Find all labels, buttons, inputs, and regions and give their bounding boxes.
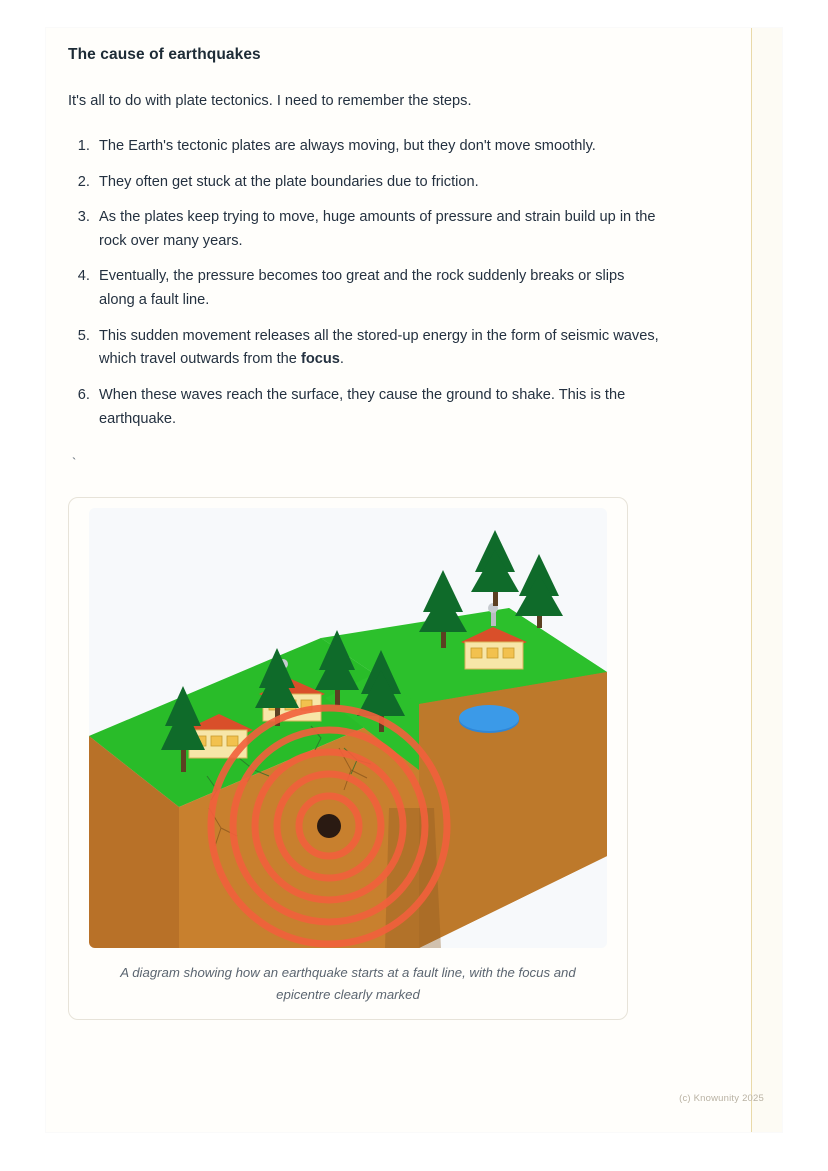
page-title: The cause of earthquakes <box>68 46 261 63</box>
list-item: 6. When these waves reach the surface, they cause the ground to shake. This is the earthquake. <box>94 384 664 431</box>
step5-bold-term: focus <box>300 351 340 368</box>
list-item: 3. As the plates keep trying to move, huge amounts of pressure and strain build up in the rock over many years. <box>94 206 664 253</box>
document-page <box>46 28 782 1132</box>
figure-caption: A diagram showing how an earthquake starts at a fault line, with the focus and epicentre clearly marked <box>120 965 576 1002</box>
earthquake-fault-block-diagram <box>89 508 607 948</box>
list-item: 4. Eventually, the pressure becomes too great and the rock suddenly breaks or slips along a fault line. <box>94 265 664 312</box>
margin-rule <box>751 28 752 1132</box>
steps-list <box>68 135 728 431</box>
stray-backtick: ` <box>72 455 77 471</box>
step5-text-after: . <box>339 351 344 368</box>
page-content-area <box>46 28 751 1132</box>
list-item-with-bold <box>94 325 664 372</box>
list-item: 1. The Earth's tectonic plates are always moving, but they don't move smoothly. <box>94 135 664 159</box>
copyright-notice: (c) Knowunity 2025 <box>679 1093 764 1104</box>
intro-paragraph: It's all to do with plate tectonics. I need to remember the steps. <box>68 93 472 109</box>
list-item: 2. They often get stuck at the plate boundaries due to friction. <box>94 171 664 195</box>
step5-text-before: This sudden movement releases all the stored-up energy in the form of seismic waves, which travel outwards from the <box>99 327 659 368</box>
document-body <box>68 28 728 1020</box>
figure-card <box>68 497 628 1020</box>
